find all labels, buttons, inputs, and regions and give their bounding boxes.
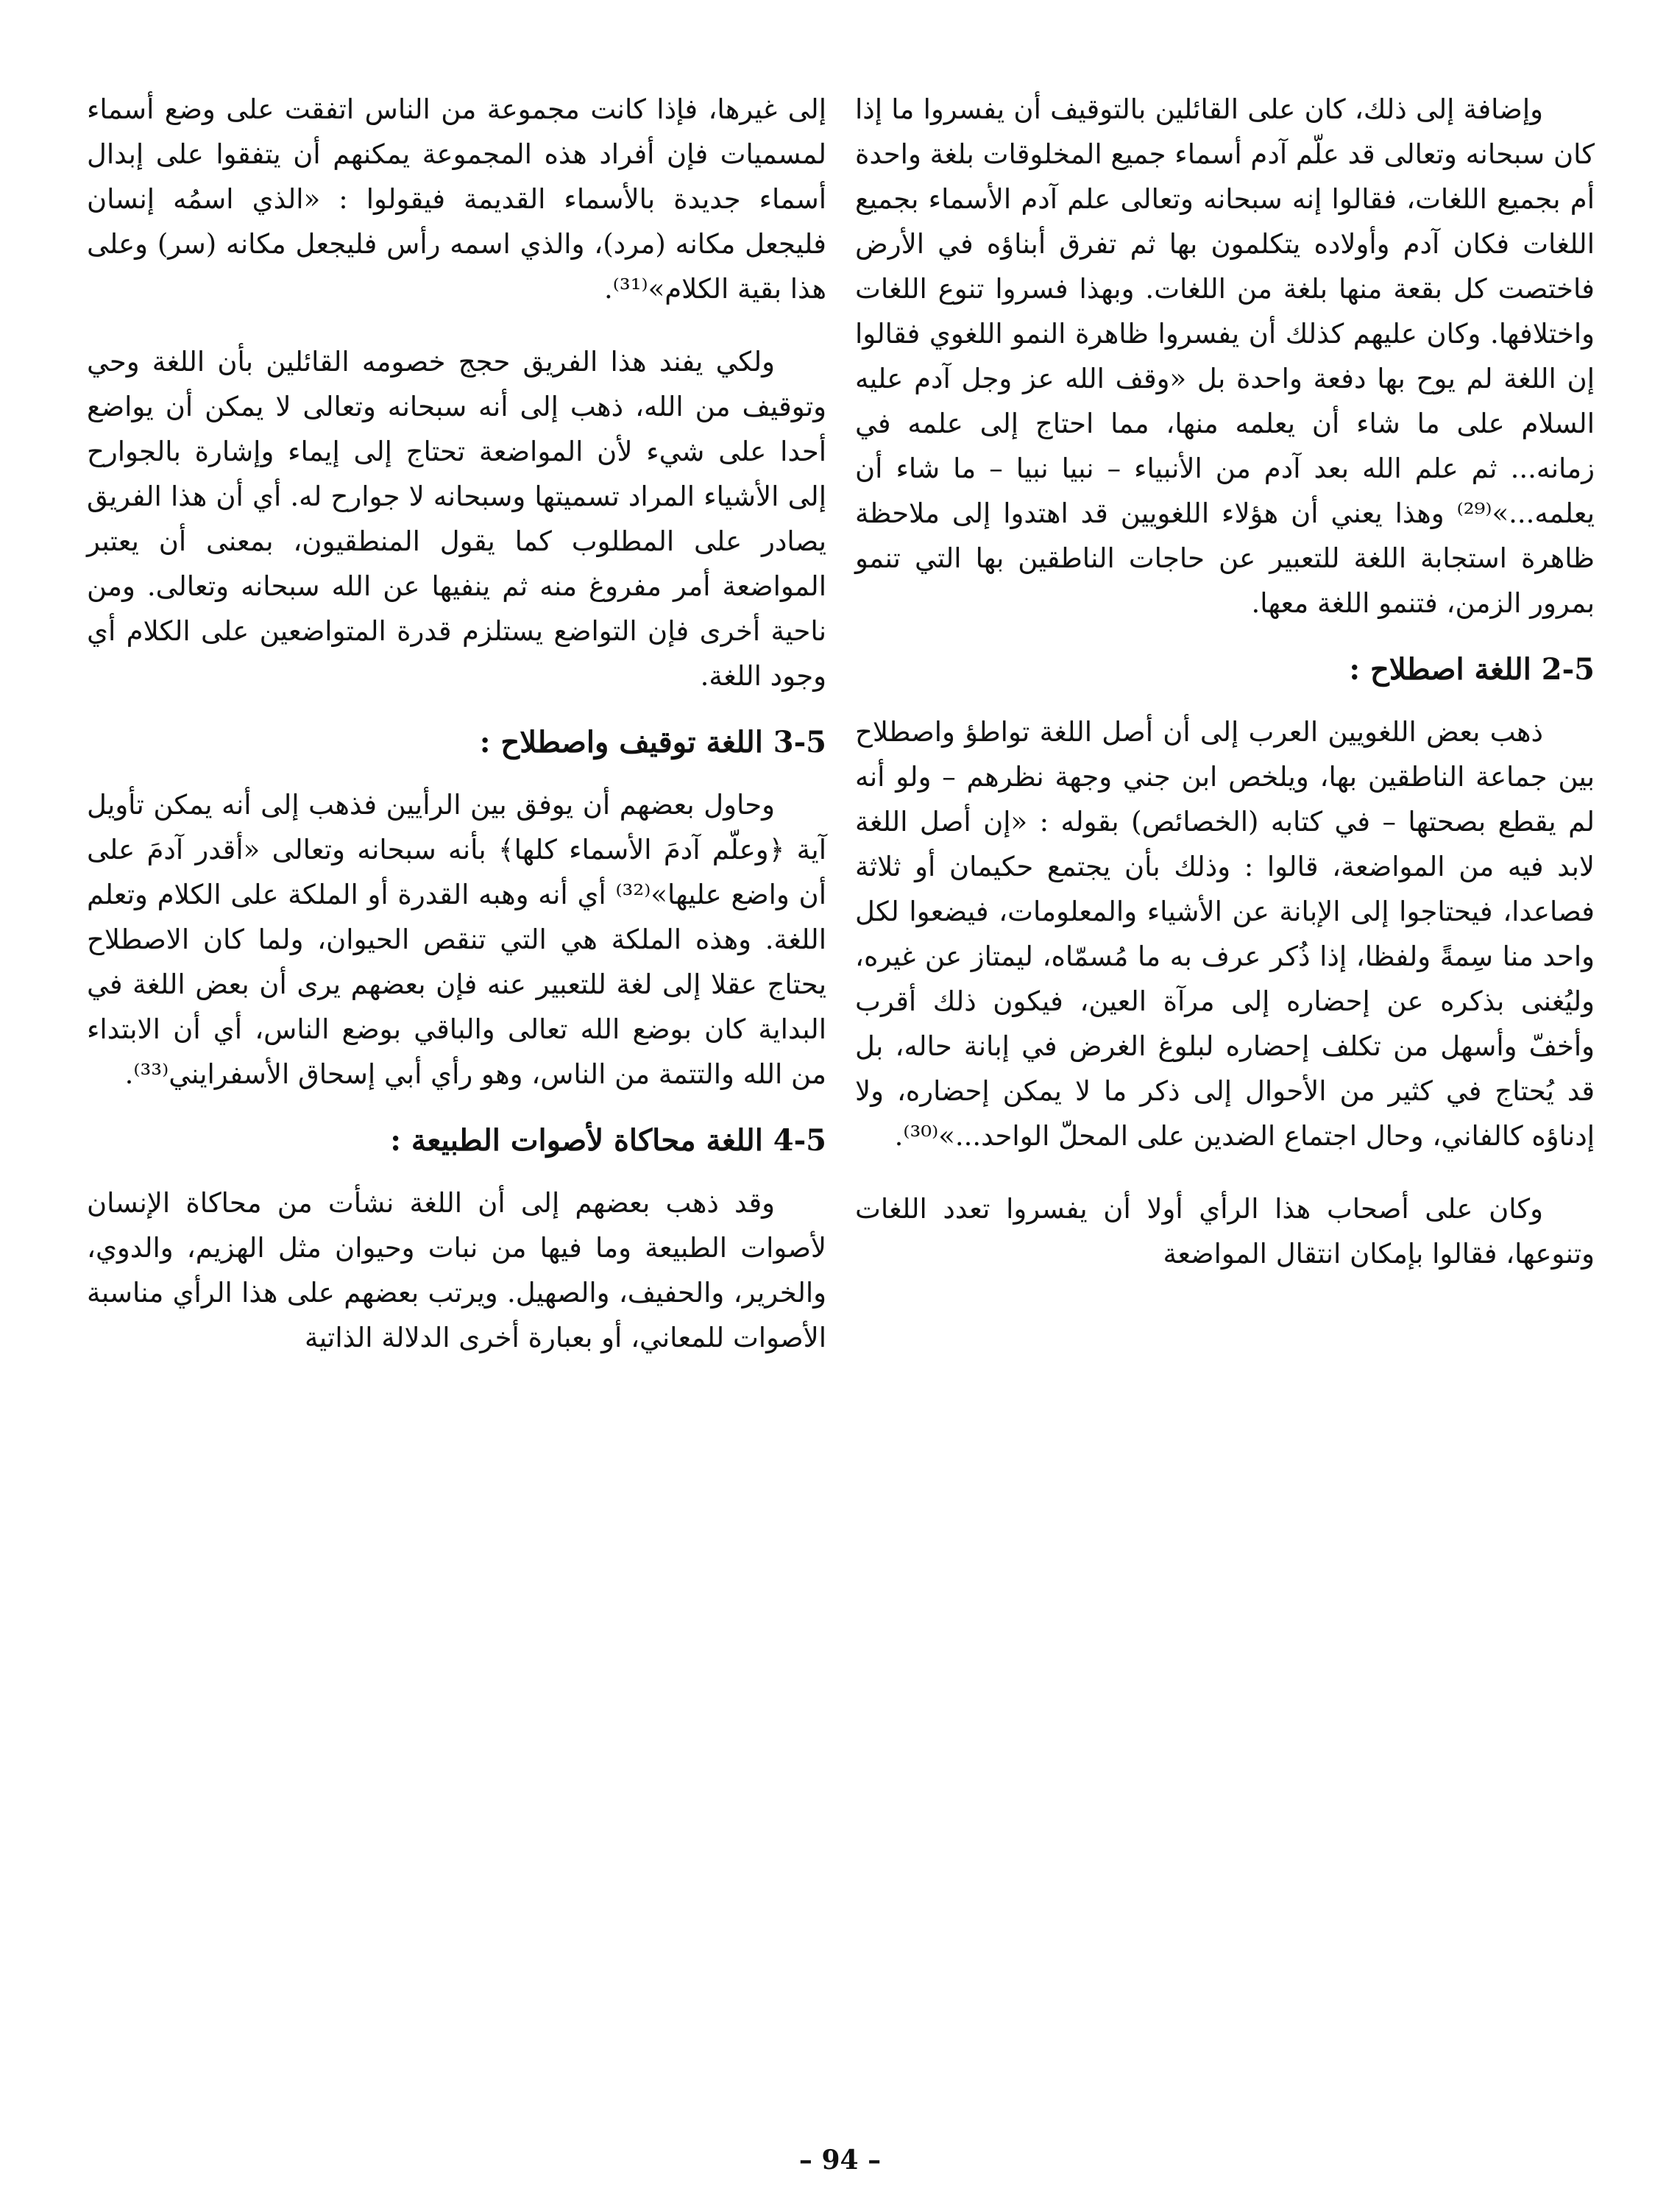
paragraph-refutation: ولكي يفند هذا الفريق حجج خصومه القائلين بأن اللغة وحي وتوقيف من الله، ذهب إلى أنه سبحانه وتعالى لا يمكن أن يواضع أحدا على شيء لأن المواضعة تحتاج إلى إيماء وإشارة بالجوارح إلى الأشياء المراد تسميتها وسبحانه لا جوارح له. أي أن هذا الفريق يصادر على المطلوب كما يقول المنطقيون، بمعنى أن يعتبر المواضعة أمر مفروغ منه ثم ينفيها عن الله سبحانه وتعالى. ومن ناحية أخرى فإن التواضع يستلزم قدرة المتواضعين على الكلام أي وجود اللغة. [87,346,826,692]
section-heading-2-5: 2-5 اللغة اصطلاح : [1349,652,1595,687]
paragraph-multiplicity-of-languages: وكان على أصحاب هذا الرأي أولا أن يفسروا تعدد اللغات وتنوعها، فقالوا بإمكان انتقال المواضعة [855,1193,1595,1270]
paragraph-reconciliation: وحاول بعضهم أن يوفق بين الرأيين فذهب إلى أنه يمكن تأويل آية ﴿وعلّم آدمَ الأسماء كلها﴾ بأنه سبحانه وتعالى «أقدر آدمَ على أن واضع عليها»⁽³²⁾ أي أنه وهبه القدرة أو الملكة على الكلام وتعلم اللغة. وهذه الملكة هي التي تنقص الحيوان، ولما كان الاصطلاح يحتاج عقلا إلى لغة للتعبير عنه فإن بعضهم يرى أن بعض اللغة في البداية كان بوضع الله تعالى والباقي بوضع الناس، أي أن الابتداء من الله والتتمة من الناس، وهو رأي أبي إسحاق الأسفرايني⁽³³⁾. [87,789,826,1090]
section-heading-3-5: 3-5 اللغة توقيف واصطلاح : [479,725,826,760]
left-column [87,87,826,1360]
section-heading-4-5: 4-5 اللغة محاكاة لأصوات الطبيعة : [390,1123,826,1158]
page-number: – 94 – [798,2145,882,2176]
right-column [855,87,1595,1276]
paragraph-imitation-of-nature: وقد ذهب بعضهم إلى أن اللغة نشأت من محاكاة الإنسان لأصوات الطبيعة وما فيها من نبات وحيوان مثل الهزيم، والدوي، والخرير، والحفيف، والصهيل. ويرتب بعضهم على هذا الرأي مناسبة الأصوات للمعاني، أو بعبارة أخرى الدلالة الذاتية [87,1187,826,1353]
paragraph-naming-agreement: إلى غيرها، فإذا كانت مجموعة من الناس اتفقت على وضع أسماء لمسميات فإن أفراد هذه المجموعة يمكنهم أن يتفقوا على إبدال أسماء جديدة بالأسماء القديمة فيقولوا : «الذي اسمُه إنسان فليجعل مكانه (مرد)، والذي اسمه رأس فليجعل مكانه (سر) وعلى هذا بقية الكلام»⁽³¹⁾. [87,93,826,305]
paragraph-tawqif-languages: وإضافة إلى ذلك، كان على القائلين بالتوقيف أن يفسروا ما إذا كان سبحانه وتعالى قد علّم آدم أسماء جميع المخلوقات بلغة واحدة أم بجميع اللغات، فقالوا إنه سبحانه وتعالى علم آدم الأسماء بجميع اللغات فكان آدم وأولاده يتكلمون بها ثم تفرق أبناؤه في الأرض فاختصت كل بقعة منها بلغة من اللغات. وبهذا فسروا تنوع اللغات واختلافها. وكان عليهم كذلك أن يفسروا ظاهرة النمو اللغوي فقالوا إن اللغة لم يوح بها دفعة واحدة بل «وقف الله عز وجل آدم عليه السلام على ما شاء أن يعلمه منها، مما احتاج إلى علمه في زمانه... ثم علم الله بعد آدم من الأنبياء – نبيا نبيا – ما شاء أن يعلمه...»⁽²⁹⁾ وهذا يعني أن هؤلاء اللغويين قد اهتدوا إلى ملاحظة ظاهرة استجابة اللغة للتعبير عن حاجات الناطقين بها التي تنمو بمرور الزمن، فتنمو اللغة معها. [855,93,1595,619]
paragraph-istilah-ibn-jinni: ذهب بعض اللغويين العرب إلى أن أصل اللغة تواطؤ واصطلاح بين جماعة الناطقين بها، ويلخص ابن جني وجهة نظرهم – ولو أنه لم يقطع بصحتها – في كتابه (الخصائص) بقوله : «إن أصل اللغة لابد فيه من المواضعة، قالوا : وذلك بأن يجتمع حكيمان أو ثلاثة فصاعدا، فيحتاجوا إلى الإبانة عن الأشياء والمعلومات، فيضعوا لكل واحد منا سِمةً ولفظا، إذا ذُكر عرف به ما مُسمّاه، ليمتاز عن غيره، وليُغنى بذكره عن إحضاره إلى مرآة العين، فيكون ذلك أقرب وأخفّ وأسهل من تكلف إحضاره لبلوغ الغرض في إبانة حاله، بل قد يُحتاج في كثير من الأحوال إلى ذكر ما لا يمكن إحضاره، ولا إدناؤه كالفاني، وحال اجتماع الضدين على المحلّ الواحد...»⁽³⁰⁾. [855,716,1595,1152]
